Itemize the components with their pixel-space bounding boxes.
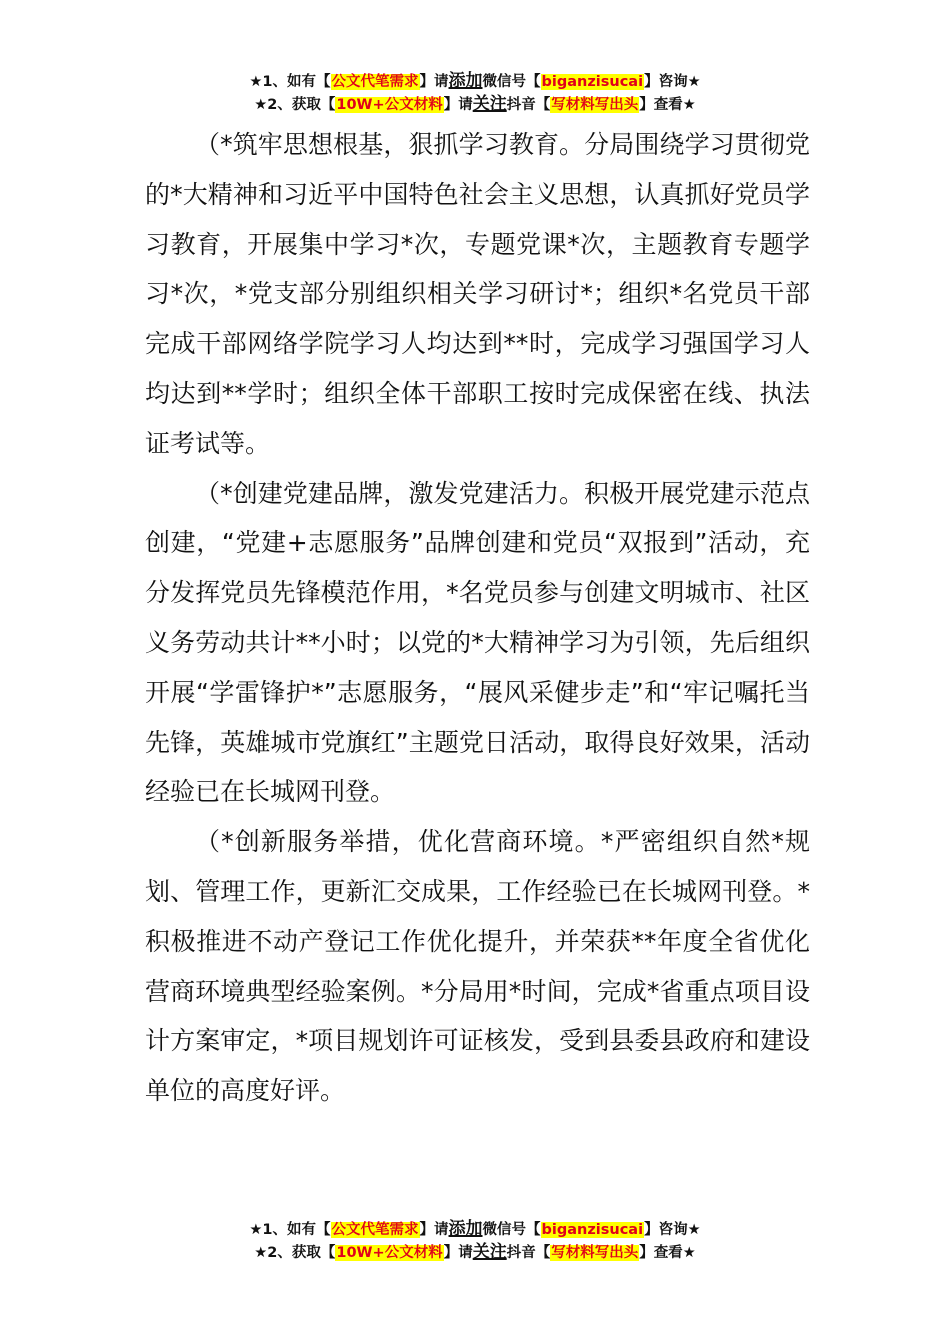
header-line-2-highlight-douyin: 写材料写出头 (551, 97, 639, 113)
header-line-1-highlight-service: 公文代笔需求 (331, 74, 419, 90)
body-paragraph-3: （*创新服务举措，优化营商环境。*严密组织自然*规划、管理工作，更新汇交成果，工作经验已在长城网刊登。*积极推进不动产登记工作优化提升，并荣获**年度全省优化营商环境典型经验案例。*分局用*时间，完成*省重点项目设计方案审定，*项目规划许可证核发，受到县委县政府和建设单位的高度好评。 (145, 827, 810, 1106)
header-line-1-highlight-wechat: biganzisucai (541, 74, 644, 90)
header-banner (0, 70, 950, 116)
header-line-2-highlight-materials: 10W+公文材料 (336, 97, 443, 113)
footer-line-1-prefix: ★1、如有【 (249, 1222, 331, 1238)
footer-line-1-highlight-service: 公文代笔需求 (331, 1222, 419, 1238)
header-line-2-mid-2: 抖音【 (506, 97, 551, 113)
header-line-2-mid: 】请 (443, 97, 473, 113)
body-paragraph-1: （*筑牢思想根基，狠抓学习教育。分局围绕学习贯彻党的*大精神和习近平中国特色社会主义思想，认真抓好党员学习教育，开展集中学习*次，专题党课*次，主题教育专题学习*次，*党支部分别组织相关学习研讨*；组织*名党员干部完成干部网络学院学习人均达到**时，完成学习强国学习人均达到**学时；组织全体干部职工按时完成保密在线、执法证考试等。 (145, 130, 810, 458)
footer-line-1-mid: 】请 (419, 1222, 449, 1238)
header-line-1-mid: 】请 (419, 74, 449, 90)
footer-line-2-highlight-materials: 10W+公文材料 (336, 1245, 443, 1261)
header-line-1 (0, 70, 950, 93)
header-line-2-prefix: ★2、获取【 (254, 97, 336, 113)
footer-line-2-suffix: 】查看★ (639, 1245, 696, 1261)
header-line-1-suffix: 】咨询★ (644, 74, 701, 90)
footer-line-2-mid-2: 抖音【 (506, 1245, 551, 1261)
footer-line-2-mid: 】请 (443, 1245, 473, 1261)
footer-line-1-emphasis: 添加 (448, 1219, 483, 1239)
header-line-1-mid-2: 微信号【 (482, 74, 541, 90)
footer-line-1 (0, 1218, 950, 1241)
footer-line-2-prefix: ★2、获取【 (254, 1245, 336, 1261)
footer-line-2-highlight-douyin: 写材料写出头 (551, 1245, 639, 1261)
header-line-1-emphasis: 添加 (448, 71, 483, 91)
body-paragraph-2: （*创建党建品牌，激发党建活力。积极开展党建示范点创建，“党建+志愿服务”品牌创建和党员“双报到”活动，充分发挥党员先锋模范作用，*名党员参与创建文明城市、社区义务劳动共计**小时；以党的*大精神学习为引领，先后组织开展“学雷锋护*”志愿服务，“展风采健步走”和“牢记嘱托当先锋，英雄城市党旗红”主题党日活动，取得良好效果，活动经验已在长城网刊登。 (145, 478, 810, 807)
footer-line-1-mid-2: 微信号【 (482, 1222, 541, 1238)
header-line-2-emphasis: 关注 (472, 94, 507, 114)
footer-banner (0, 1218, 950, 1264)
header-line-2-suffix: 】查看★ (639, 97, 696, 113)
footer-line-2 (0, 1241, 950, 1264)
header-line-1-prefix: ★1、如有【 (249, 74, 331, 90)
footer-line-2-emphasis: 关注 (472, 1242, 507, 1262)
header-line-2 (0, 93, 950, 116)
document-body (145, 120, 810, 1116)
footer-line-1-highlight-wechat: biganzisucai (541, 1222, 644, 1238)
footer-line-1-suffix: 】咨询★ (644, 1222, 701, 1238)
